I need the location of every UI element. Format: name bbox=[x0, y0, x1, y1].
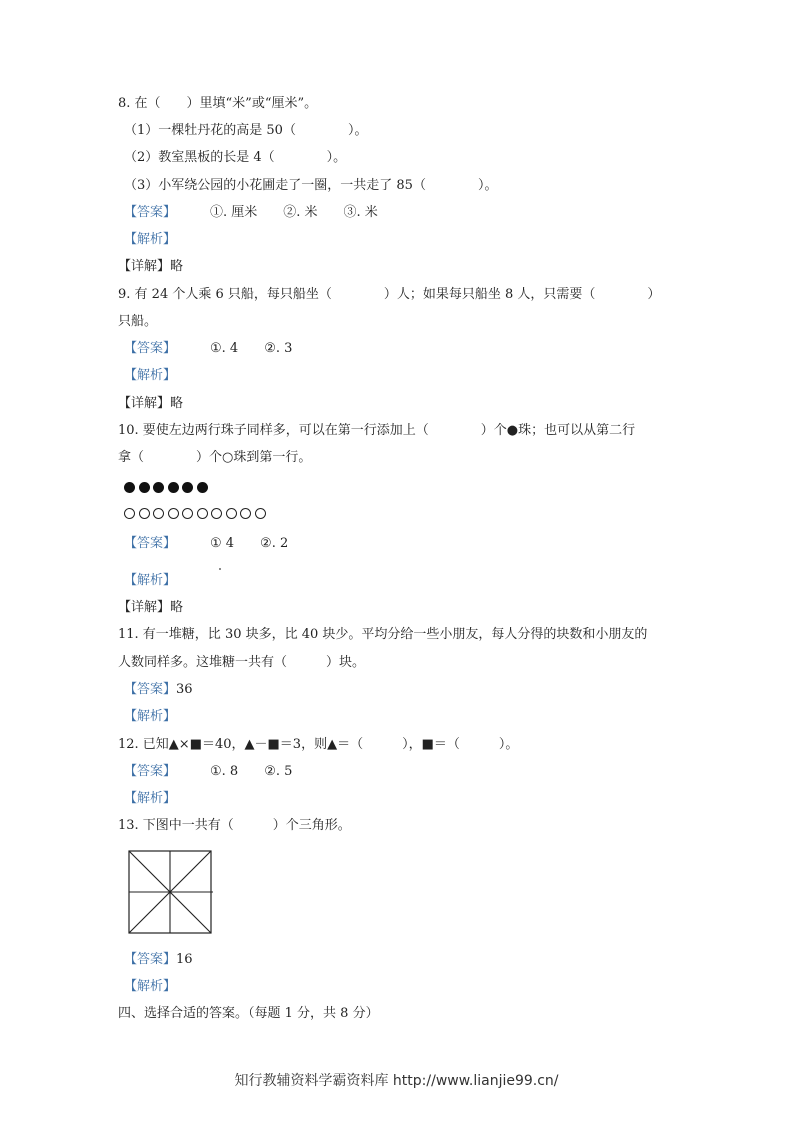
q12-stem: 12. 已知▲×■＝40，▲－■＝3，则▲＝（ ），■＝（ ）。 bbox=[118, 737, 519, 752]
black-bead bbox=[153, 482, 164, 493]
q9-analysis-tag: 【解析】 bbox=[124, 368, 177, 383]
q9-line-2: 只船。 bbox=[118, 314, 158, 329]
q10-line-1: 10. 要使左边两行珠子同样多，可以在第一行添加上（ ）个●珠；也可以从第二行 bbox=[118, 423, 636, 438]
q8-detail: 【详解】略 bbox=[118, 259, 184, 274]
q9-detail: 【详解】略 bbox=[118, 396, 184, 411]
white-bead bbox=[255, 508, 266, 519]
q8-sub-2: （2）教室黑板的长是 4（ ）。 bbox=[124, 150, 347, 165]
white-bead bbox=[211, 508, 222, 519]
white-bead bbox=[124, 508, 135, 519]
q9-line-1: 9. 有 24 个人乘 6 只船，每只船坐（ ）人；如果每只船坐 8 人，只需要（ ） bbox=[118, 287, 661, 302]
black-bead bbox=[124, 482, 135, 493]
q10-line-2: 拿（ ）个○珠到第一行。 bbox=[118, 450, 312, 465]
q13-analysis-tag: 【解析】 bbox=[124, 979, 177, 994]
white-bead bbox=[226, 508, 237, 519]
q13-answer-line bbox=[124, 951, 193, 969]
q12-answer-line bbox=[124, 763, 292, 781]
q13-stem: 13. 下图中一共有（ ）个三角形。 bbox=[118, 818, 351, 833]
q12-answer: ①. 8 ②. 5 bbox=[210, 764, 293, 779]
q8-answer-line bbox=[124, 204, 378, 222]
answer-tag: 【答案】 bbox=[124, 536, 177, 551]
answer-tag: 【答案】 bbox=[124, 341, 177, 356]
q11-line-1: 11. 有一堆糖，比 30 块多，比 40 块少。平均分给一些小朋友，每人分得的块数和小朋友的 bbox=[118, 627, 648, 642]
section-4-heading: 四、选择合适的答案。（每题 1 分，共 8 分） bbox=[118, 1006, 379, 1021]
answer-tag: 【答案】 bbox=[124, 952, 177, 967]
q9-answer-line bbox=[124, 340, 292, 358]
bead-row-hollow bbox=[124, 508, 269, 523]
triangle-figure bbox=[128, 850, 214, 940]
q8-answer: ①. 厘米 ②. 米 ③. 米 bbox=[210, 205, 378, 220]
white-bead bbox=[182, 508, 193, 519]
answer-tag: 【答案】 bbox=[124, 682, 177, 697]
q8-analysis-tag: 【解析】 bbox=[124, 232, 177, 247]
q8-sub-1: （1）一棵牡丹花的高是 50（ ）。 bbox=[124, 123, 368, 138]
white-bead bbox=[197, 508, 208, 519]
q10-answer-line bbox=[124, 535, 288, 553]
bead-row-filled bbox=[124, 482, 211, 497]
q9-answer: ①. 4 ②. 3 bbox=[210, 341, 293, 356]
answer-tag: 【答案】 bbox=[124, 764, 177, 779]
q11-answer-line bbox=[124, 681, 193, 699]
footer-watermark: 知行教辅资料学霸资料库 http://www.lianjie99.cn/ bbox=[234, 1073, 559, 1089]
black-bead bbox=[168, 482, 179, 493]
q13-answer: 16 bbox=[176, 952, 193, 967]
q11-answer: 36 bbox=[176, 682, 193, 697]
q10-analysis-tag: 【解析】 bbox=[124, 573, 177, 588]
stray-dot bbox=[219, 568, 221, 570]
white-bead bbox=[139, 508, 150, 519]
black-bead bbox=[197, 482, 208, 493]
q8-sub-3: （3）小军绕公园的小花圃走了一圈，一共走了 85（ ）。 bbox=[124, 178, 498, 193]
black-bead bbox=[139, 482, 150, 493]
q11-line-2: 人数同样多。这堆糖一共有（ ）块。 bbox=[118, 655, 366, 670]
white-bead bbox=[240, 508, 251, 519]
q8-stem: 8. 在（ ）里填“米”或“厘米”。 bbox=[118, 96, 318, 111]
q12-analysis-tag: 【解析】 bbox=[124, 791, 177, 806]
square-with-diagonals-diagram bbox=[128, 850, 214, 936]
q11-analysis-tag: 【解析】 bbox=[124, 709, 177, 724]
white-bead bbox=[153, 508, 164, 519]
q10-answer: ① 4 ②. 2 bbox=[210, 536, 289, 551]
white-bead bbox=[168, 508, 179, 519]
answer-tag: 【答案】 bbox=[124, 205, 177, 220]
black-bead bbox=[182, 482, 193, 493]
q10-detail: 【详解】略 bbox=[118, 600, 184, 615]
